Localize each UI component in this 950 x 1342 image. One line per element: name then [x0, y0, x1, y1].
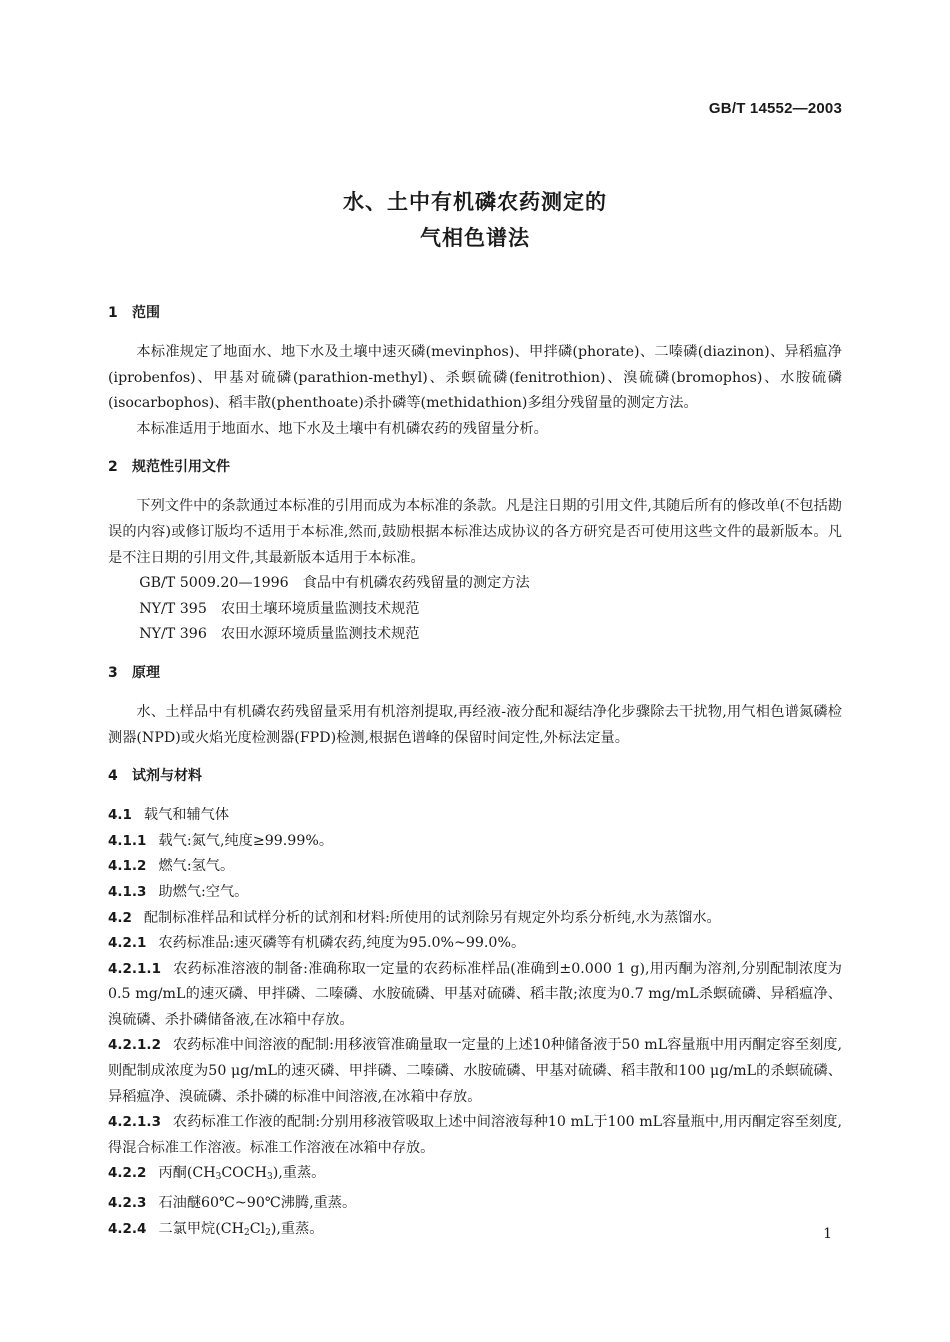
- clause: [108, 1161, 842, 1191]
- clause-text: 助燃气:空气。: [158, 883, 249, 900]
- clause: [108, 829, 842, 855]
- section-number: 3: [108, 664, 118, 681]
- paragraph: 下列文件中的条款通过本标准的引用而成为本标准的条款。凡是注日期的引用文件,其随后所有的修改单(不包括勘误的内容)或修订版均不适用于本标准,然而,鼓励根据本标准达成协议的各方研究是否可使用这些文件的最新版本。凡是不注日期的引用文件,其最新版本适用于本标准。: [108, 498, 842, 566]
- clause-number: 4.2: [108, 909, 132, 926]
- clause-text: 农药标准工作液的配制:分别用移液管吸取上述中间溶液每种10 mL于100 mL容量瓶中,用丙酮定容至刻度,得混合标准工作溶液。标准工作溶液在冰箱中存放。: [108, 1114, 842, 1156]
- section-number: 1: [108, 305, 118, 321]
- clause-text: 农药标准溶液的制备:准确称取一定量的农药标准样品(准确到±0.000 1 g),用丙酮为溶剂,分别配制浓度为0.5 mg/mL的速灭磷、甲拌磷、二嗪磷、水胺硫磷、甲基对硫磷、稻丰散;浓度为0.7 mg/mL杀螟硫磷、异稻瘟净、溴硫磷、杀扑磷储备液,在冰箱中存放。: [108, 960, 842, 1028]
- clause: [108, 906, 842, 932]
- paragraph: 本标准适用于地面水、地下水及土壤中有机磷农药的残留量分析。: [136, 420, 548, 437]
- clause-number: 4.2.4: [108, 1220, 147, 1237]
- clause-number: 4.1.2: [108, 858, 147, 875]
- clause-text: 石油醚60℃~90℃沸腾,重蒸。: [158, 1195, 357, 1212]
- clause-number: 4.1.3: [108, 883, 147, 900]
- standard-code: GB/T 14552—2003: [708, 100, 842, 117]
- clause-text: 丙酮$(CH_3COCH_3)$,重蒸。: [158, 1165, 326, 1183]
- clause-number: 4.1: [108, 807, 132, 824]
- clause-text: 农药标准中间溶液的配制:用移液管准确量取一定量的上述10种储备液于50 mL容量瓶中用丙酮定容至刻度,则配制成浓度为50 μg/mL的速灭磷、甲拌磷、二嗪磷、水胺硫磷、甲基对硫磷、稻丰散和100 μg/mL的杀螟硫磷、异稻瘟净、溴硫磷、杀扑磷的标准中间溶液,在冰箱中存放。: [108, 1037, 842, 1105]
- section-title: 规范性引用文件: [132, 459, 230, 476]
- reference-code: NY/T 395: [139, 600, 207, 617]
- document-body: [108, 300, 842, 1246]
- clause: [108, 854, 842, 880]
- clause-text: 农药标准品:速灭磷等有机磷农药,纯度为95.0%~99.0%。: [158, 935, 526, 952]
- clause: [108, 957, 842, 1034]
- clause-number: 4.2.2: [108, 1165, 147, 1182]
- clause-number: 4.2.1.3: [108, 1114, 161, 1131]
- clause: [108, 880, 842, 906]
- clause: [108, 1217, 842, 1247]
- reference-item: [108, 622, 842, 648]
- clause-text: 配制标准样品和试样分析的试剂和材料:所使用的试剂除另有规定外均系分析纯,水为蒸馏水。: [143, 909, 721, 926]
- paragraph: 水、土样品中有机磷农药残留量采用有机溶剂提取,再经液-液分配和凝结净化步骤除去干扰物,用气相色谱氮磷检测器(NPD)或火焰光度检测器(FPD)检测,根据色谱峰的保留时间定性,外标法定量。: [108, 703, 842, 746]
- clause-text: 燃气:氢气。: [158, 858, 235, 875]
- document-title-line2: 气相色谱法: [420, 226, 530, 250]
- clause-number: 4.2.1.2: [108, 1037, 161, 1054]
- section-heading-reagents: [108, 763, 842, 789]
- reference-title: 农田土壤环境质量监测技术规范: [220, 600, 420, 617]
- reference-code: GB/T 5009.20—1996: [139, 575, 289, 592]
- clause: [108, 931, 842, 957]
- clause-text: 二氯甲烷$(CH_2Cl_2)$,重蒸。: [158, 1220, 324, 1238]
- clause: [108, 803, 842, 829]
- section-heading-principle: [108, 660, 842, 686]
- reference-title: 食品中有机磷农药残留量的测定方法: [302, 575, 530, 592]
- clause: [108, 1033, 842, 1110]
- reference-item: [108, 571, 842, 597]
- section-number: 4: [108, 768, 118, 785]
- section-title: 范围: [132, 305, 160, 321]
- reference-item: [108, 597, 842, 623]
- document-title-line1: 水、土中有机磷农药测定的: [343, 190, 607, 214]
- clause: [108, 1110, 842, 1161]
- clause-number: 4.2.1.1: [108, 960, 161, 977]
- clause-number: 4.2.3: [108, 1195, 147, 1212]
- reference-code: NY/T 396: [139, 626, 207, 643]
- clause-number: 4.1.1: [108, 832, 147, 849]
- section-title: 试剂与材料: [132, 768, 202, 785]
- clause-text: 载气和辅气体: [143, 807, 230, 824]
- paragraph: 本标准规定了地面水、地下水及土壤中速灭磷(mevinphos)、甲拌磷(phorate)、二嗪磷(diazinon)、异稻瘟净(iprobenfos)、甲基对硫磷(parathion-methyl)、杀螟硫磷(fenitrothion)、溴硫磷(bromophos)、水胺硫磷(isocarbophos)、稻丰散(phenthoate)杀扑磷等(methidathion)多组分残留量的测定方法。: [108, 344, 842, 412]
- section-heading-references: [108, 454, 842, 480]
- section-number: 2: [108, 459, 118, 476]
- clause-number: 4.2.1: [108, 935, 147, 952]
- section-title: 原理: [132, 664, 160, 681]
- reference-title: 农田水源环境质量监测技术规范: [220, 626, 420, 643]
- page-number: 1: [823, 1226, 832, 1242]
- clause: [108, 1191, 842, 1217]
- section-heading-scope: [108, 300, 842, 326]
- clause-text: 载气:氮气,纯度≥99.99%。: [158, 832, 334, 849]
